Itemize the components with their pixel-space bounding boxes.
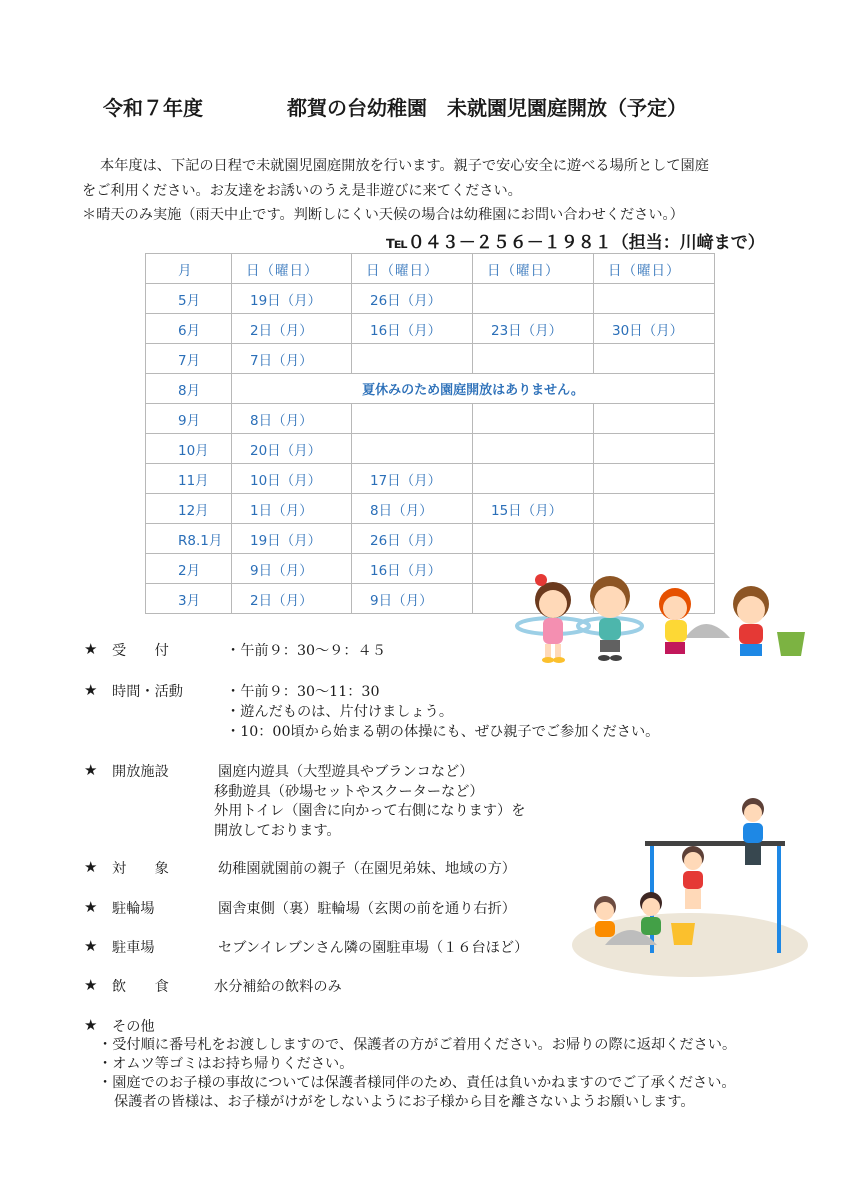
facility-label: 開放施設: [112, 764, 169, 780]
date-cell: 19日（月）: [232, 524, 352, 554]
header-day-1: 日（曜日）: [232, 254, 352, 284]
intro-line-1: 本年度は、下記の日程で未就園児園庭開放を行います。親子で安心安全に遊べる場所として園庭: [100, 158, 709, 174]
month-cell: 12月: [146, 494, 232, 524]
month-cell: 6月: [146, 314, 232, 344]
header-day-3: 日（曜日）: [473, 254, 594, 284]
fiscal-year: 令和７年度: [103, 96, 203, 120]
date-cell: 26日（月）: [352, 524, 473, 554]
reception-value: ・午前９：30～９：４５: [226, 643, 386, 659]
other-line-2: ・オムツ等ゴミはお持ち帰りください。: [98, 1056, 354, 1072]
date-cell: 26日（月）: [352, 284, 473, 314]
date-cell: 1日（月）: [232, 494, 352, 524]
boy-climbing-icon: [682, 846, 704, 909]
date-cell: 15日（月）: [473, 494, 594, 524]
food-value: 水分補給の飲料のみ: [214, 979, 342, 995]
date-cell: 8日（月）: [232, 404, 352, 434]
facility-line-2: 移動遊具（砂場セットやスクーターなど）: [214, 784, 484, 800]
star-icon: ★: [84, 937, 98, 955]
star-icon: ★: [84, 761, 98, 779]
month-cell: 2月: [146, 554, 232, 584]
time-label: 時間・活動: [112, 684, 183, 700]
date-cell: 20日（月）: [232, 434, 352, 464]
date-cell: 10日（月）: [232, 464, 352, 494]
intro-line-2: をご利用ください。お友達をお誘いのうえ是非遊びに来てください。: [82, 183, 522, 199]
food-label: 飲 食: [112, 979, 169, 995]
time-line-3: ・10：00頃から始まる朝の体操にも、ぜひ親子でご参加ください。: [226, 724, 660, 740]
star-icon: ★: [84, 858, 98, 876]
date-cell: 19日（月）: [232, 284, 352, 314]
playground-illustration: [565, 795, 815, 980]
star-icon: ★: [84, 681, 98, 699]
other-line-3: ・園庭でのお子様の事故については保護者様同伴のため、責任は負いかねますのでご了承ください。: [98, 1075, 736, 1091]
date-cell: 16日（月）: [352, 554, 473, 584]
closed-note-cell: 夏休みのため園庭開放はありません。: [232, 374, 715, 404]
month-cell: 7月: [146, 344, 232, 374]
bicycle-label: 駐輪場: [112, 901, 155, 917]
target-label: 対 象: [112, 861, 169, 877]
date-cell: 2日（月）: [232, 314, 352, 344]
other-line-1: ・受付順に番号札をお渡ししますので、保護者の方がご着用ください。お帰りの際に返却ください。: [98, 1037, 737, 1053]
date-cell: 2日（月）: [232, 584, 352, 614]
star-icon: ★: [84, 640, 98, 658]
parking-value: セブンイレブンさん隣の園駐車場（１６台ほど）: [218, 940, 529, 956]
facility-line-3: 外用トイレ（園舎に向かって右側になります）を: [214, 803, 526, 819]
tel-contact: ℡０４３－２５６－１９８１（担当：川﨑まで）: [386, 233, 765, 253]
month-cell: R8.1月: [146, 524, 232, 554]
other-line-4: 保護者の皆様は、お子様がけがをしないようにお子様から目を離さないようお願いします。: [114, 1094, 695, 1110]
month-cell: 9月: [146, 404, 232, 434]
time-line-2: ・遊んだものは、片付けましょう。: [226, 704, 454, 720]
other-label: その他: [112, 1019, 155, 1035]
date-cell: 7日（月）: [232, 344, 352, 374]
date-cell: 30日（月）: [594, 314, 715, 344]
target-value: 幼稚園就園前の親子（在園児弟妹、地域の方）: [218, 861, 516, 877]
bicycle-value: 園舎東側（裏）駐輪場（玄関の前を通り右折）: [218, 901, 516, 917]
facility-line-4: 開放しております。: [214, 823, 341, 839]
boy-hanging-icon: [742, 798, 764, 865]
parking-label: 駐車場: [112, 940, 155, 956]
star-icon: ★: [84, 1016, 98, 1034]
header-month: 月: [146, 254, 232, 284]
date-cell: 17日（月）: [352, 464, 473, 494]
date-cell: 9日（月）: [232, 554, 352, 584]
month-cell: 3月: [146, 584, 232, 614]
date-cell: 9日（月）: [352, 584, 473, 614]
date-cell: 8日（月）: [352, 494, 473, 524]
star-icon: ★: [84, 898, 98, 916]
date-cell: 16日（月）: [352, 314, 473, 344]
month-cell: 11月: [146, 464, 232, 494]
time-line-1: ・午前９：30～11：30: [226, 684, 380, 700]
month-cell: 8月: [146, 374, 232, 404]
month-cell: 10月: [146, 434, 232, 464]
header-day-4: 日（曜日）: [594, 254, 715, 284]
header-day-2: 日（曜日）: [352, 254, 473, 284]
page-title: 都賀の台幼稚園 未就園児園庭開放（予定）: [287, 96, 687, 120]
date-cell: 23日（月）: [473, 314, 594, 344]
reception-label: 受 付: [112, 643, 169, 659]
intro-line-3: ＊晴天のみ実施（雨天中止です。判断しにくい天候の場合は幼稚園にお問い合わせください。）: [82, 207, 684, 223]
month-cell: 5月: [146, 284, 232, 314]
facility-line-1: 園庭内遊具（大型遊具やブランコなど）: [218, 764, 474, 780]
star-icon: ★: [84, 976, 98, 994]
